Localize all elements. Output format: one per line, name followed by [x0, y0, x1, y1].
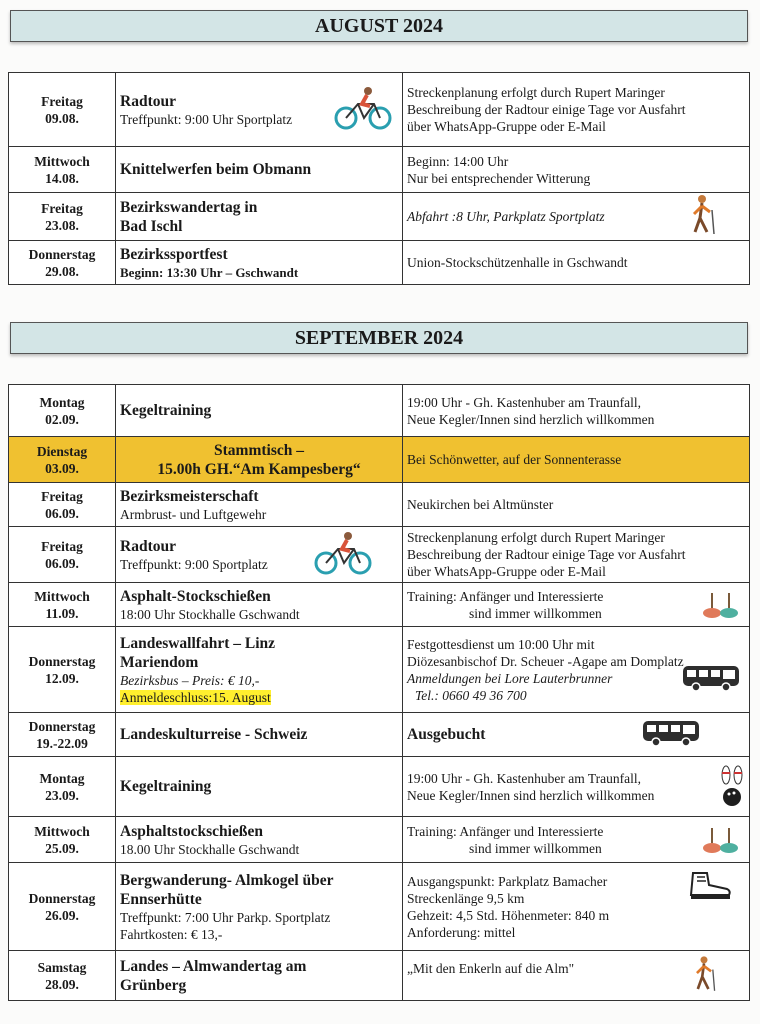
event-cell	[116, 483, 403, 527]
curling-stones-icon	[701, 585, 741, 625]
event-title-line: 15.00h GH.“Am Kampesberg“	[157, 460, 361, 478]
table-row	[9, 483, 750, 527]
event-title-line: Stammtisch –	[214, 441, 304, 459]
event-subtitle: Fahrtkosten: € 13,-	[120, 926, 223, 942]
date: 02.09.	[45, 411, 79, 427]
event-cell	[116, 385, 403, 437]
event-cell	[116, 713, 403, 757]
event-title: Asphalt-Stockschießen	[120, 587, 271, 605]
event-title-line: Landes – Almwandertag am	[120, 957, 307, 975]
event-title: Radtour	[120, 92, 176, 110]
august-events-table	[8, 72, 750, 285]
info-line: Festgottesdienst um 10:00 Uhr mit	[407, 636, 595, 652]
info-cell	[403, 863, 750, 951]
event-title: Knittelwerfen beim Obmann	[120, 161, 312, 178]
info-cell	[403, 713, 750, 757]
info-cell	[403, 817, 750, 863]
table-row	[9, 951, 750, 1001]
event-subtitle: Bezirksbus – Preis: € 10,-	[120, 672, 260, 688]
date-cell	[9, 147, 116, 193]
info-cell	[403, 241, 750, 285]
date: 19.-22.09	[36, 735, 88, 751]
event-title-line: Ennserhütte	[120, 890, 202, 908]
info-cell	[403, 757, 750, 817]
weekday: Montag	[39, 770, 85, 786]
date: 28.09.	[45, 976, 79, 992]
weekday: Mittwoch	[34, 588, 90, 604]
date-cell	[9, 863, 116, 951]
table-row	[9, 583, 750, 627]
bus-icon	[681, 663, 741, 697]
info-line: Ausgangspunkt: Parkplatz Bamacher	[407, 873, 608, 889]
date-cell	[9, 241, 116, 285]
event-cell	[116, 951, 403, 1001]
info-line: Neue Kegler/Innen sind herzlich willkommen	[407, 411, 655, 427]
event-subtitle: Treffpunkt: 9:00 Sportplatz	[120, 556, 268, 572]
bowling-icon	[717, 761, 747, 813]
info-line: Tel.: 0660 49 36 700	[415, 687, 527, 703]
september-events-table	[8, 384, 750, 1001]
table-row	[9, 241, 750, 285]
info-cell	[403, 385, 750, 437]
deadline-highlight: Anmeldeschluss:15. August	[120, 689, 271, 705]
weekday: Freitag	[41, 538, 83, 554]
info-cell	[403, 951, 750, 1001]
info-line: sind immer willkommen	[469, 840, 602, 856]
event-title: Kegeltraining	[120, 402, 212, 419]
event-subtitle: Armbrust- und Luftgewehr	[120, 506, 267, 522]
bicycle-icon	[334, 86, 392, 134]
event-subtitle: Treffpunkt: 7:00 Uhr Parkp. Sportplatz	[120, 909, 331, 925]
table-row	[9, 385, 750, 437]
info-line: über WhatsApp-Gruppe oder E-Mail	[407, 564, 606, 579]
info-line: Ausgebucht	[407, 726, 486, 743]
date-cell	[9, 713, 116, 757]
event-cell	[116, 583, 403, 627]
event-title-line: Mariendom	[120, 653, 199, 671]
table-row	[9, 817, 750, 863]
date: 25.09.	[45, 840, 79, 856]
info-line: Beschreibung der Radtour einige Tage vor Ausfahrt	[407, 547, 686, 562]
event-title: Bezirksmeisterschaft	[120, 487, 259, 505]
weekday: Donnerstag	[28, 653, 96, 669]
info-line: Union-Stockschützenhalle in Gschwandt	[407, 255, 628, 270]
event-title-line: Landeswallfahrt – Linz	[120, 634, 276, 652]
event-cell	[116, 147, 403, 193]
weekday: Freitag	[41, 200, 83, 216]
table-row	[9, 627, 750, 713]
date-cell	[9, 951, 116, 1001]
event-title-line: Grünberg	[120, 976, 187, 994]
date-cell	[9, 73, 116, 147]
date-cell	[9, 583, 116, 627]
info-line: sind immer willkommen	[469, 605, 602, 621]
info-line: Streckenplanung erfolgt durch Rupert Maringer	[407, 530, 665, 545]
event-cell	[116, 527, 403, 583]
info-line: Streckenlänge 9,5 km	[407, 890, 525, 906]
date-cell	[9, 437, 116, 483]
table-row	[9, 73, 750, 147]
event-subtitle: Beginn: 13:30 Uhr – Gschwandt	[120, 264, 299, 280]
info-cell	[403, 73, 750, 147]
table-row	[9, 527, 750, 583]
date-cell	[9, 527, 116, 583]
date: 11.09.	[45, 605, 79, 621]
weekday: Samstag	[37, 959, 87, 975]
info-line: über WhatsApp-Gruppe oder E-Mail	[407, 119, 606, 134]
weekday: Donnerstag	[28, 890, 96, 906]
info-cell	[403, 483, 750, 527]
event-deadline	[120, 689, 398, 706]
table-row	[9, 437, 750, 483]
event-cell	[116, 863, 403, 951]
weekday: Donnerstag	[28, 718, 96, 734]
date-cell	[9, 483, 116, 527]
bus-icon	[641, 718, 701, 752]
info-cell	[403, 627, 750, 713]
date-cell	[9, 193, 116, 241]
event-cell	[116, 241, 403, 285]
weekday: Freitag	[41, 488, 83, 504]
event-cell	[116, 817, 403, 863]
table-row	[9, 863, 750, 951]
date: 26.09.	[45, 907, 79, 923]
info-line: Training: Anfänger und Interessierte	[407, 823, 604, 839]
info-line: Abfahrt :8 Uhr, Parkplatz Sportplatz	[407, 209, 605, 224]
event-title: Landeskulturreise - Schweiz	[120, 726, 308, 743]
event-subtitle: 18.00 Uhr Stockhalle Gschwandt	[120, 841, 300, 857]
table-row	[9, 193, 750, 241]
event-subtitle: Treffpunkt: 9:00 Uhr Sportplatz	[120, 111, 293, 127]
info-line: Neukirchen bei Altmünster	[407, 497, 554, 512]
bicycle-icon	[314, 531, 372, 579]
date: 14.08.	[45, 170, 79, 186]
event-title: Kegeltraining	[120, 778, 212, 795]
table-row	[9, 757, 750, 817]
date: 09.08.	[45, 110, 79, 126]
date-cell	[9, 757, 116, 817]
date: 23.09.	[45, 787, 79, 803]
info-cell	[403, 147, 750, 193]
august-month-header: AUGUST 2024	[10, 10, 748, 42]
weekday: Mittwoch	[34, 823, 90, 839]
info-line: „Mit den Enkerln auf die Alm"	[407, 961, 575, 976]
info-line: Training: Anfänger und Interessierte	[407, 588, 604, 604]
event-cell	[116, 193, 403, 241]
table-row	[9, 713, 750, 757]
hiking-boot-icon	[687, 869, 733, 905]
info-cell	[403, 193, 750, 241]
date: 23.08.	[45, 217, 79, 233]
date: 03.09.	[45, 460, 79, 476]
table-row	[9, 147, 750, 193]
info-cell	[403, 583, 750, 627]
weekday: Donnerstag	[28, 246, 96, 262]
event-title-line: Bad Ischl	[120, 217, 183, 235]
info-line: Neue Kegler/Innen sind herzlich willkommen	[407, 787, 655, 803]
weekday: Montag	[39, 394, 85, 410]
event-title-line: Bezirkswandertag in	[120, 198, 258, 216]
info-line: Anmeldungen bei Lore Lauterbrunner	[407, 670, 613, 686]
date-cell	[9, 817, 116, 863]
weekday: Freitag	[41, 93, 83, 109]
info-line: Bei Schönwetter, auf der Sonnenterasse	[407, 452, 622, 467]
event-cell	[116, 757, 403, 817]
event-cell	[116, 73, 403, 147]
info-line: 19:00 Uhr - Gh. Kastenhuber am Traunfall,	[407, 770, 641, 786]
event-title: Bezirkssportfest	[120, 245, 228, 263]
event-cell	[116, 627, 403, 713]
info-line: Anforderung: mittel	[407, 924, 516, 940]
date: 12.09.	[45, 670, 79, 686]
weekday: Dienstag	[36, 443, 88, 459]
date-cell	[9, 627, 116, 713]
event-title: Asphaltstockschießen	[120, 822, 263, 840]
info-line: 19:00 Uhr - Gh. Kastenhuber am Traunfall,	[407, 394, 641, 410]
hiker-icon	[689, 952, 719, 1000]
hiker-icon	[685, 194, 719, 240]
info-line: Beginn: 14:00 Uhr	[407, 153, 509, 169]
info-line: Nur bei entsprechender Witterung	[407, 170, 591, 186]
date: 06.09.	[45, 555, 79, 571]
info-cell	[403, 437, 750, 483]
date: 29.08.	[45, 263, 79, 279]
date: 06.09.	[45, 505, 79, 521]
info-line: Diözesanbischof Dr. Scheuer -Agape am Domplatz	[407, 653, 684, 669]
event-title: Radtour	[120, 537, 176, 555]
weekday: Mittwoch	[34, 153, 90, 169]
info-line: Streckenplanung erfolgt durch Rupert Maringer	[407, 85, 665, 100]
september-month-header: SEPTEMBER 2024	[10, 322, 748, 354]
curling-stones-icon	[701, 820, 741, 860]
info-line: Gehzeit: 4,5 Std. Höhenmeter: 840 m	[407, 907, 610, 923]
info-line: Beschreibung der Radtour einige Tage vor Ausfahrt	[407, 102, 686, 117]
event-cell	[116, 437, 403, 483]
date-cell	[9, 385, 116, 437]
event-subtitle: 18:00 Uhr Stockhalle Gschwandt	[120, 606, 300, 622]
info-cell	[403, 527, 750, 583]
event-title-line: Bergwanderung- Almkogel über	[120, 871, 334, 889]
